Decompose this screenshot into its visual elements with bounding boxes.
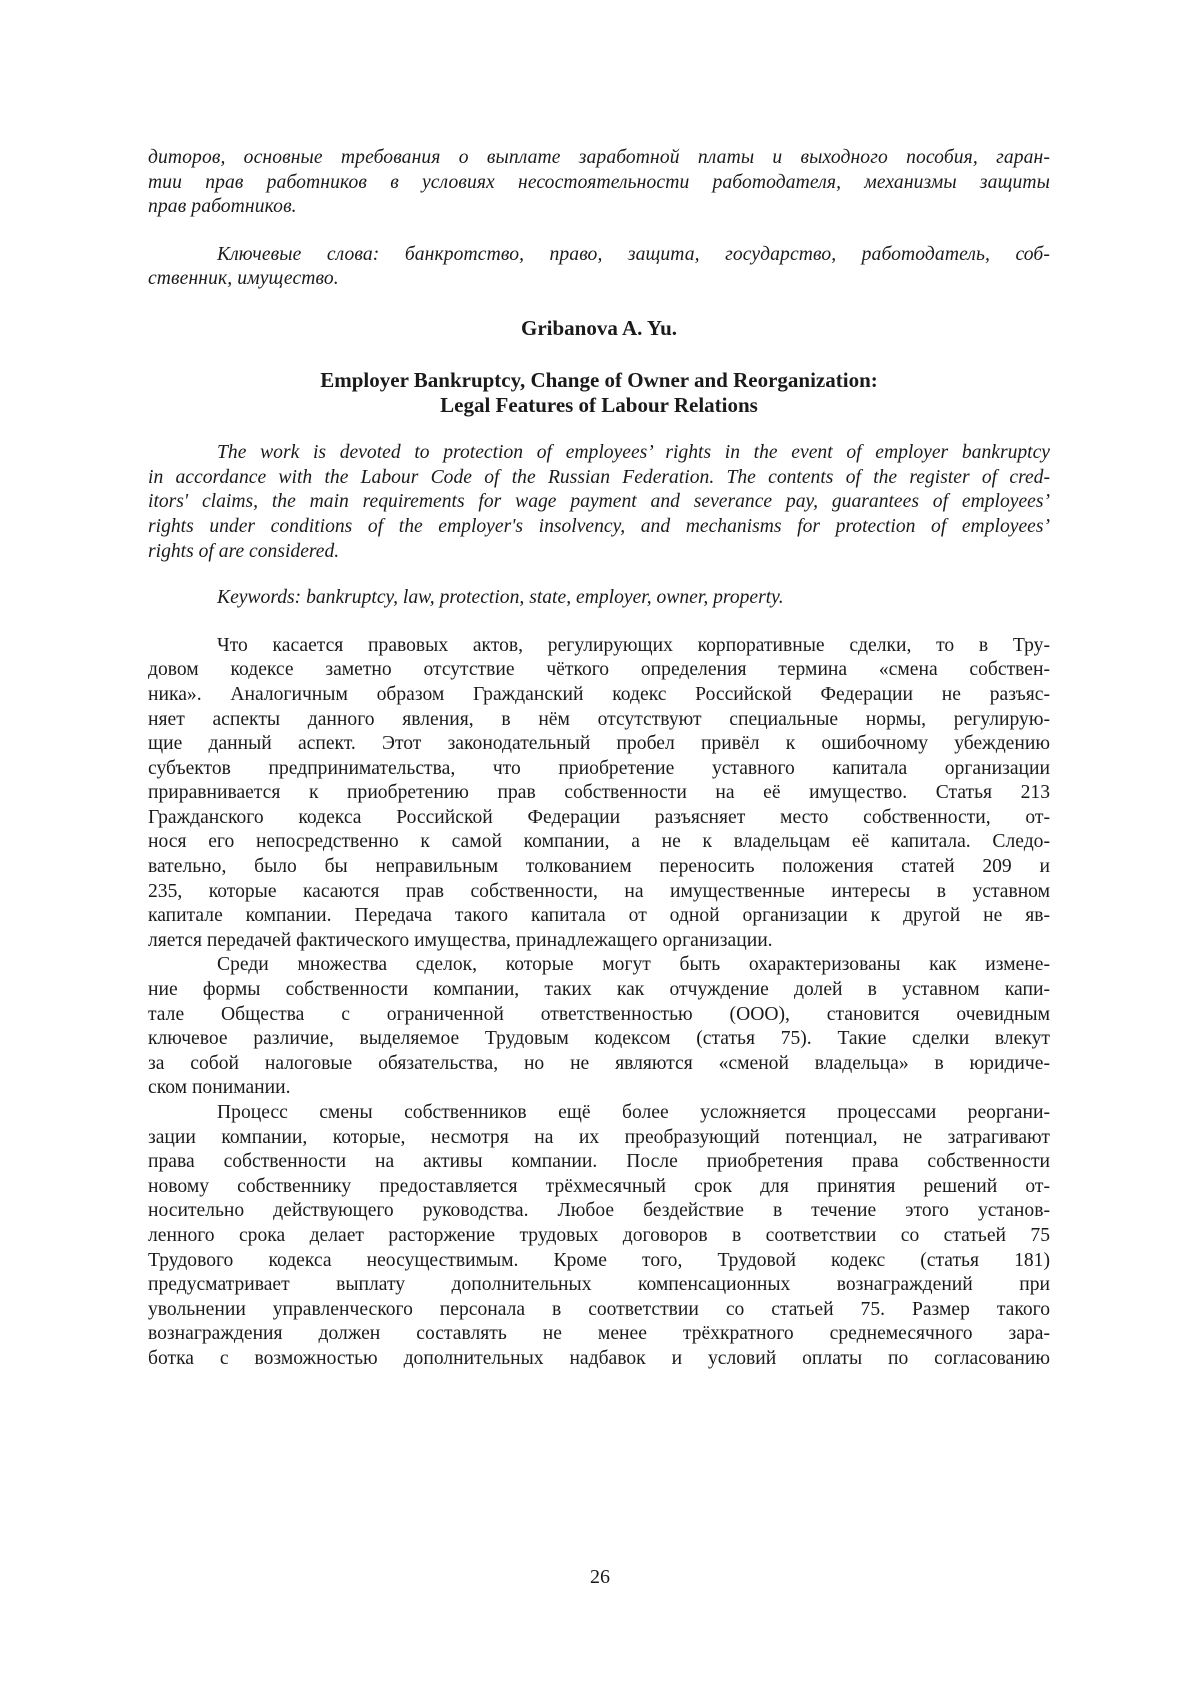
body-line: ключевое различие, выделяемое Трудовым кодексом (статья 75). Такие сделки влекут [148,1028,1050,1050]
body-line: нося его непосредственно к самой компании, а не к владельцам её капитала. Следо- [148,831,1050,853]
body-line: капитале компании. Передача такого капитала от одной организации к другой не яв- [148,905,1050,927]
spacer [148,564,1050,586]
body-line: субъектов предпринимательства, что приобретение уставного капитала организации [148,757,1050,779]
abstract-en-line: rights of are considered. [148,540,340,562]
body-line: зации компании, которые, несмотря на их преобразующий потенциал, не затрагивают [148,1126,1050,1148]
keywords-ru [148,243,1050,292]
document-page [148,146,1050,1372]
spacer [148,220,1050,243]
title-line: Legal Features of Labour Relations [440,392,758,417]
author-name: Gribanova A. Yu. [521,315,677,340]
body-line: носительно действующего руководства. Любое бездействие в течение этого установ- [148,1200,1050,1222]
abstract-ru-line: диторов, основные требования о выплате заработной платы и выходного пособия, гаран- [148,147,1050,168]
keywords-en: Keywords: bankruptcy, law, protection, state, employer, owner, property. [217,587,784,609]
keywords-ru-line: Ключевые слова: банкротство, право, защита, государство, работодатель, соб- [217,243,1050,265]
abstract-en [148,441,1050,564]
body-line: ленного срока делает расторжение трудовых договоров в соответствии со статьей 75 [148,1224,1050,1246]
body-line: новому собственнику предоставляется трёхмесячный срок для принятия решений от- [148,1175,1050,1197]
abstract-ru-line: тии прав работников в условиях несостоятельности работодателя, механизмы защиты [148,171,1050,193]
body-line: вательно, было бы неправильным толкованием переносить положения статей 209 и [148,856,1050,878]
body-line: приравнивается к приобретению прав собственности на её имущество. Статья 213 [148,782,1050,804]
body-line: за собой налоговые обязательства, но не являются «сменой владельца» в юридиче- [148,1052,1050,1074]
body-line: ляется передачей фактического имущества, принадлежащего организации. [148,929,773,951]
body-line: Процесс смены собственников ещё более усложняется процессами реоргани- [217,1102,1050,1123]
title-line: Employer Bankruptcy, Change of Owner and Reorganization: [320,367,878,392]
body-line: щие данный аспект. Этот законодательный пробел привёл к ошибочному убеждению [148,733,1050,755]
body-paragraph [148,1101,1050,1372]
body-line: Гражданского кодекса Российской Федерации разъясняет место собственности, от- [148,806,1050,828]
abstract-en-line: itors' claims, the main requirements for wage payment and severance pay, guarantees of employees’ [148,491,1050,513]
body-line: тале Общества с ограниченной ответственностью (ООО), становится очевидным [148,1003,1050,1025]
spacer [148,292,1050,315]
body-line: довом кодексе заметно отсутствие чёткого определения термина «смена собствен- [148,659,1050,681]
body-line: вознаграждения должен составлять не менее трёхкратного среднемесячного зара- [148,1323,1050,1345]
article-title [148,368,1050,417]
body-line: Что касается правовых актов, регулирующих корпоративные сделки, то в Тру- [217,634,1050,656]
page-number: 26 [590,1566,610,1588]
spacer [148,611,1050,634]
body-line: права собственности на активы компании. После приобретения права собственности [148,1151,1050,1173]
body-paragraph [148,634,1050,954]
body-line: ние формы собственности компании, таких как отчуждение долей в уставном капи- [148,979,1050,1001]
body-text [148,634,1050,1372]
body-line: Среди множества сделок, которые могут быть охарактеризованы как измене- [217,954,1050,976]
body-line: няет аспекты данного явления, в нём отсутствуют специальные нормы, регулирую- [148,708,1050,730]
abstract-ru-line: прав работников. [148,196,297,218]
abstract-en-line: in accordance with the Labour Code of the Russian Federation. The contents of the register of cred- [148,466,1050,488]
abstract-en-line: rights under conditions of the employer's insolvency, and mechanisms for protection of employees’ [148,515,1050,537]
body-line: ском понимании. [148,1077,291,1099]
spacer [148,341,1050,368]
body-line: предусматривает выплату дополнительных компенсационных вознаграждений при [148,1274,1050,1296]
body-paragraph [148,953,1050,1101]
spacer [148,417,1050,441]
body-line: увольнении управленческого персонала в соответствии со статьей 75. Размер такого [148,1298,1050,1320]
abstract-en-line: The work is devoted to protection of employees’ rights in the event of employer bankruptcy [217,442,1050,464]
body-line: ботка с возможностью дополнительных надбавок и условий оплаты по согласованию [148,1347,1050,1369]
body-line: ника». Аналогичным образом Гражданский кодекс Российской Федерации не разъяс- [148,683,1050,705]
body-line: 235, которые касаются прав собственности, на имущественные интересы в уставном [148,880,1050,902]
keywords-ru-line: ственник, имущество. [148,268,339,290]
body-line: Трудового кодекса неосуществимым. Кроме того, Трудовой кодекс (статья 181) [148,1249,1050,1271]
abstract-ru-tail [148,146,1050,220]
